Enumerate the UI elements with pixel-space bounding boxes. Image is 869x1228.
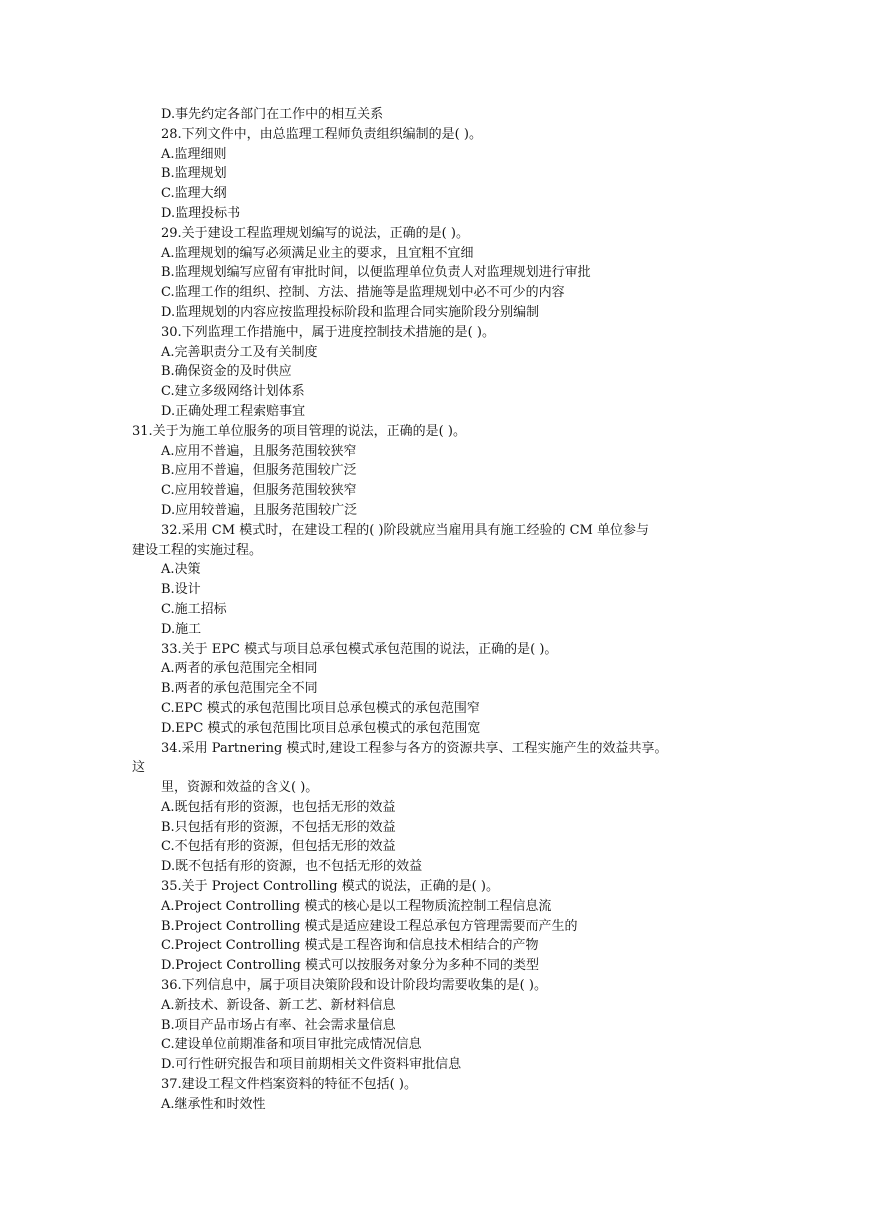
text-line: 37.建设工程文件档案资料的特征不包括( )。 <box>161 1077 417 1093</box>
text-line: C.建设单位前期准备和项目审批完成情况信息 <box>161 1037 422 1053</box>
text-line: 建设工程的实施过程。 <box>132 542 263 558</box>
text-line: B.项目产品市场占有率、社会需求量信息 <box>161 1017 396 1033</box>
text-line: B.两者的承包范围完全不同 <box>161 681 318 697</box>
text-line: 29.关于建设工程监理规划编写的说法，正确的是( )。 <box>161 225 469 241</box>
text-line: C.EPC 模式的承包范围比项目总承包模式的承包范围窄 <box>161 700 480 716</box>
text-line: B.监理规划编写应留有审批时间，以便监理单位负责人对监理规划进行审批 <box>161 265 591 281</box>
text-line: D.监理规划的内容应按监理投标阶段和监理合同实施阶段分别编制 <box>161 304 540 320</box>
text-line: C.建立多级网络计划体系 <box>161 384 305 400</box>
text-line: A.两者的承包范围完全相同 <box>161 661 318 677</box>
text-line: D.施工 <box>161 621 202 637</box>
text-line: B.设计 <box>161 582 201 598</box>
text-line: 28.下列文件中，由总监理工程师负责组织编制的是( )。 <box>161 126 482 142</box>
text-line: C.不包括有形的资源，但包括无形的效益 <box>161 839 396 855</box>
text-line: C.监理大纲 <box>161 186 227 202</box>
text-line: A.继承性和时效性 <box>161 1096 266 1112</box>
text-line: C.施工招标 <box>161 601 227 617</box>
text-line: 这 <box>132 760 146 776</box>
text-line: 32.采用 CM 模式时，在建设工程的( )阶段就应当雇用具有施工经验的 CM 单位参与 <box>161 522 649 538</box>
text-line: B.确保资金的及时供应 <box>161 364 292 380</box>
text-line: B.只包括有形的资源，不包括无形的效益 <box>161 819 396 835</box>
text-line: A.监理规划的编写必须满足业主的要求，且宜粗不宜细 <box>161 245 474 261</box>
text-line: A.既包括有形的资源，也包括无形的效益 <box>161 799 396 815</box>
text-line: A.Project Controlling 模式的核心是以工程物质流控制工程信息流 <box>161 898 552 914</box>
text-line: B.Project Controlling 模式是适应建设工程总承包方管理需要而产生的 <box>161 918 578 934</box>
text-line: C.应用较普遍，但服务范围较狭窄 <box>161 483 357 499</box>
text-line: 31.关于为施工单位服务的项目管理的说法，正确的是( )。 <box>132 423 466 439</box>
text-line: B.应用不普遍，但服务范围较广泛 <box>161 463 357 479</box>
text-line: D.应用较普遍，且服务范围较广泛 <box>161 502 358 518</box>
text-line: A.决策 <box>161 562 201 578</box>
text-line: 33.关于 EPC 模式与项目总承包模式承包范围的说法，正确的是( )。 <box>161 641 558 657</box>
text-line: D.事先约定各部门在工作中的相互关系 <box>161 107 384 122</box>
document-body <box>0 105 869 1115</box>
text-line: B.监理规划 <box>161 166 227 182</box>
text-line: A.应用不普遍，且服务范围较狭窄 <box>161 443 357 459</box>
text-line: 36.下列信息中，属于项目决策阶段和设计阶段均需要收集的是( )。 <box>161 978 547 994</box>
text-line: C.Project Controlling 模式是工程咨询和信息技术相结合的产物 <box>161 938 539 954</box>
text-line: D.正确处理工程索赔事宜 <box>161 403 306 419</box>
text-line: 里，资源和效益的含义( )。 <box>161 780 319 796</box>
text-line: D.Project Controlling 模式可以按服务对象分为多种不同的类型 <box>161 958 539 974</box>
text-line: D.EPC 模式的承包范围比项目总承包模式的承包范围宽 <box>161 720 481 736</box>
text-line: D.既不包括有形的资源，也不包括无形的效益 <box>161 859 423 875</box>
text-line: D.监理投标书 <box>161 205 241 221</box>
text-line: A.监理细则 <box>161 146 227 162</box>
text-line: 34.采用 Partnering 模式时,建设工程参与各方的资源共享、工程实施产生的效益共享。 <box>161 740 668 756</box>
text-line: A.新技术、新设备、新工艺、新材料信息 <box>161 997 396 1013</box>
text-line: 30.下列监理工作措施中，属于进度控制技术措施的是( )。 <box>161 324 495 340</box>
text-line: C.监理工作的组织、控制、方法、措施等是监理规划中必不可少的内容 <box>161 285 565 301</box>
text-line: 35.关于 Project Controlling 模式的说法，正确的是( )。 <box>161 879 499 895</box>
text-line: A.完善职责分工及有关制度 <box>161 344 318 360</box>
text-line: D.可行性研究报告和项目前期相关文件资料审批信息 <box>161 1057 462 1073</box>
